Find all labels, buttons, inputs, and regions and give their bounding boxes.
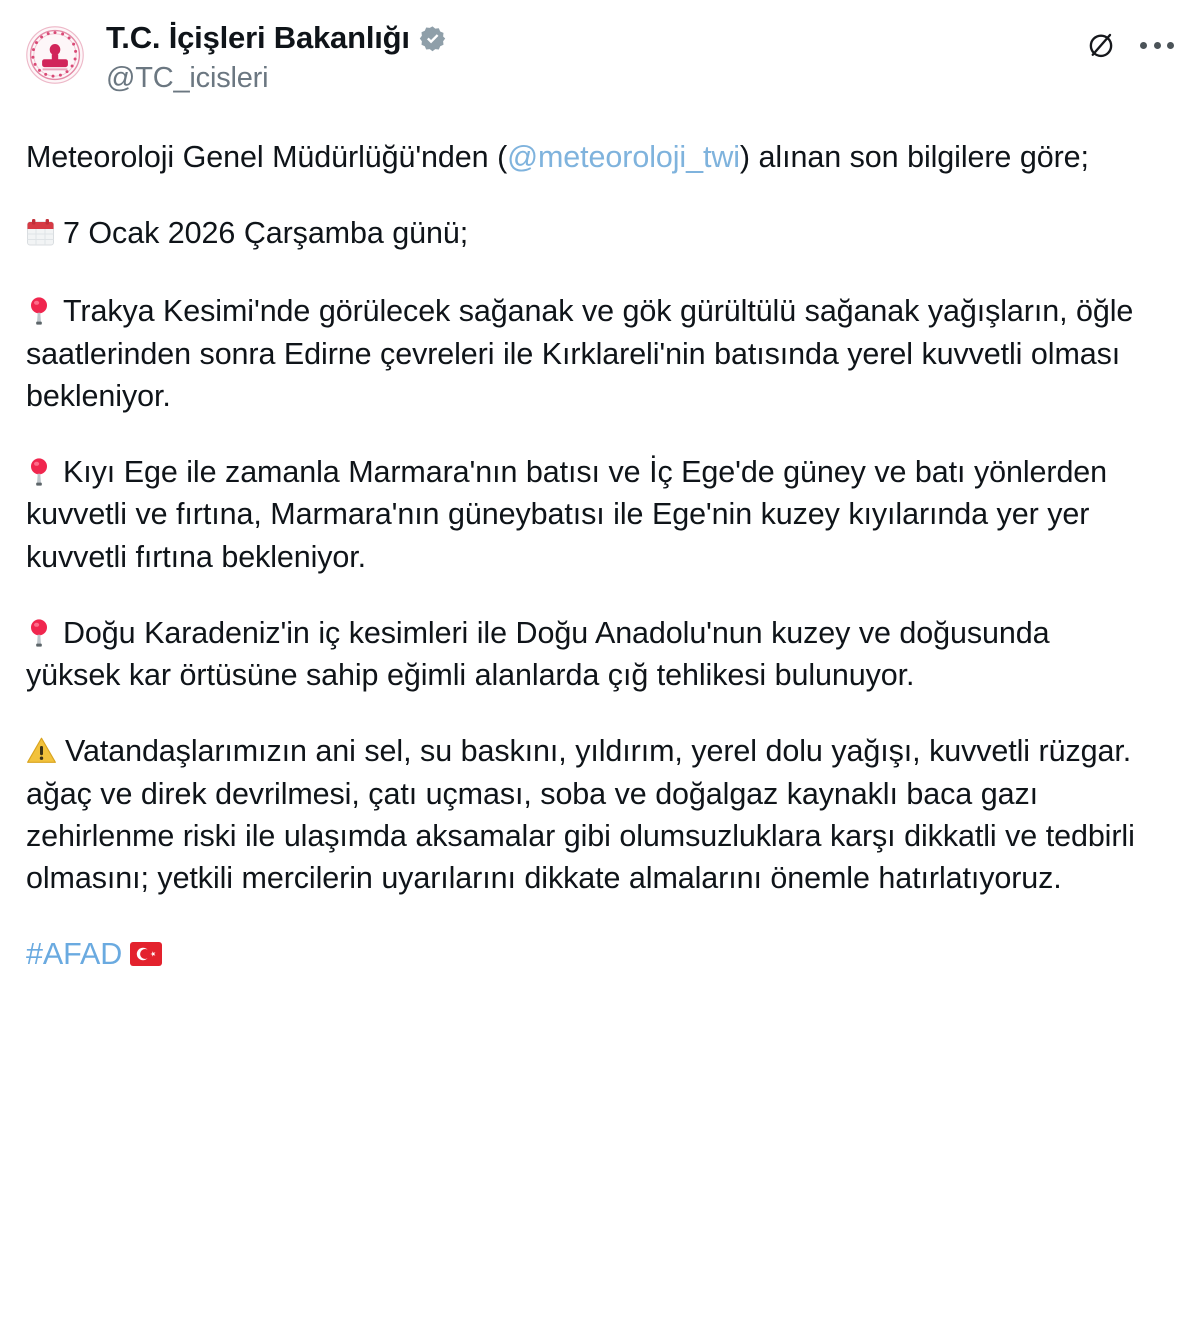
grok-icon[interactable] [1086,30,1116,60]
account-identity [106,22,446,95]
intro-after-mention: ) alınan son bilgilere göre; [739,140,1089,174]
tweet-paragraph-bullet-2 [26,451,1136,578]
turkey-flag-emoji [130,942,162,966]
account-name-row [106,22,446,53]
display-name[interactable]: T.C. İçişleri Bakanlığı [106,20,410,55]
header-actions [1086,30,1174,60]
tweet-paragraph-bullet-3 [26,612,1136,696]
intro-before-mention: Meteoroloji Genel Müdürlüğü'nden ( [26,140,508,174]
tweet-paragraph-warning [26,730,1136,899]
more-dot [1140,42,1147,49]
round-pushpin-emoji [26,618,52,648]
hashtag-afad[interactable]: #AFAD [26,937,123,972]
bullet-3-text: Doğu Karadeniz'in iç kesimleri ile Doğu Anadolu'nun kuzey ve doğusunda yüksek kar örtüsüne sahip eğimli alanlarda çığ tehlikesi bulunuyor. [26,615,1050,693]
tweet-paragraph-hashtag [26,933,1136,975]
bullet-1-text: Trakya Kesimi'nde görülecek sağanak ve gök gürültülü sağanak yağışların, öğle saatlerinden sonra Edirne çevreleri ile Kırklareli'nin batısında yerel kuvvetli olması bekleniyor. [26,294,1134,413]
more-dot [1167,42,1174,49]
bullet-2-text: Kıyı Ege ile zamanla Marmara'nın batısı ve İç Ege'de güney ve batı yönlerden kuvvetli ve fırtına, Marmara'nın güneybatısı ile Ege'nin kuzey kıyılarında yer yer kuvvetli fırtına bekleniyor. [26,455,1108,574]
more-dot [1154,42,1161,49]
more-options-icon[interactable] [1140,30,1174,60]
warning-emoji [26,736,57,765]
avatar[interactable] [26,26,84,84]
tweet-header [26,22,1174,114]
warning-text: Vatandaşlarımızın ani sel, su baskını, yıldırım, yerel dolu yağışı, kuvvetli rüzgar. ağaç ve direk devrilmesi, çatı uçması, soba ve doğalgaz kaynaklı baca gazı zehirlenme riski ile ulaşımda aksamalar gibi olumsuzluklara karşı dikkatli ve tedbirli olmasını; yetkili mercilerin uyarılarını dikkate almalarını önemle hatırlatıyoruz. [26,734,1135,896]
round-pushpin-emoji [26,457,52,487]
tweet-paragraph-intro [26,136,1136,178]
account-handle[interactable]: @TC_icisleri [106,62,269,94]
date-text: 7 Ocak 2026 Çarşamba günü; [63,216,469,251]
verified-badge-icon[interactable] [419,25,446,52]
round-pushpin-emoji [26,296,52,326]
mention-link-meteoroloji[interactable]: @meteoroloji_twi [507,140,740,174]
tweet-paragraph-date [26,212,1136,254]
calendar-emoji [26,218,55,247]
tweet-paragraph-bullet-1 [26,290,1136,417]
tweet-text [26,136,1174,976]
